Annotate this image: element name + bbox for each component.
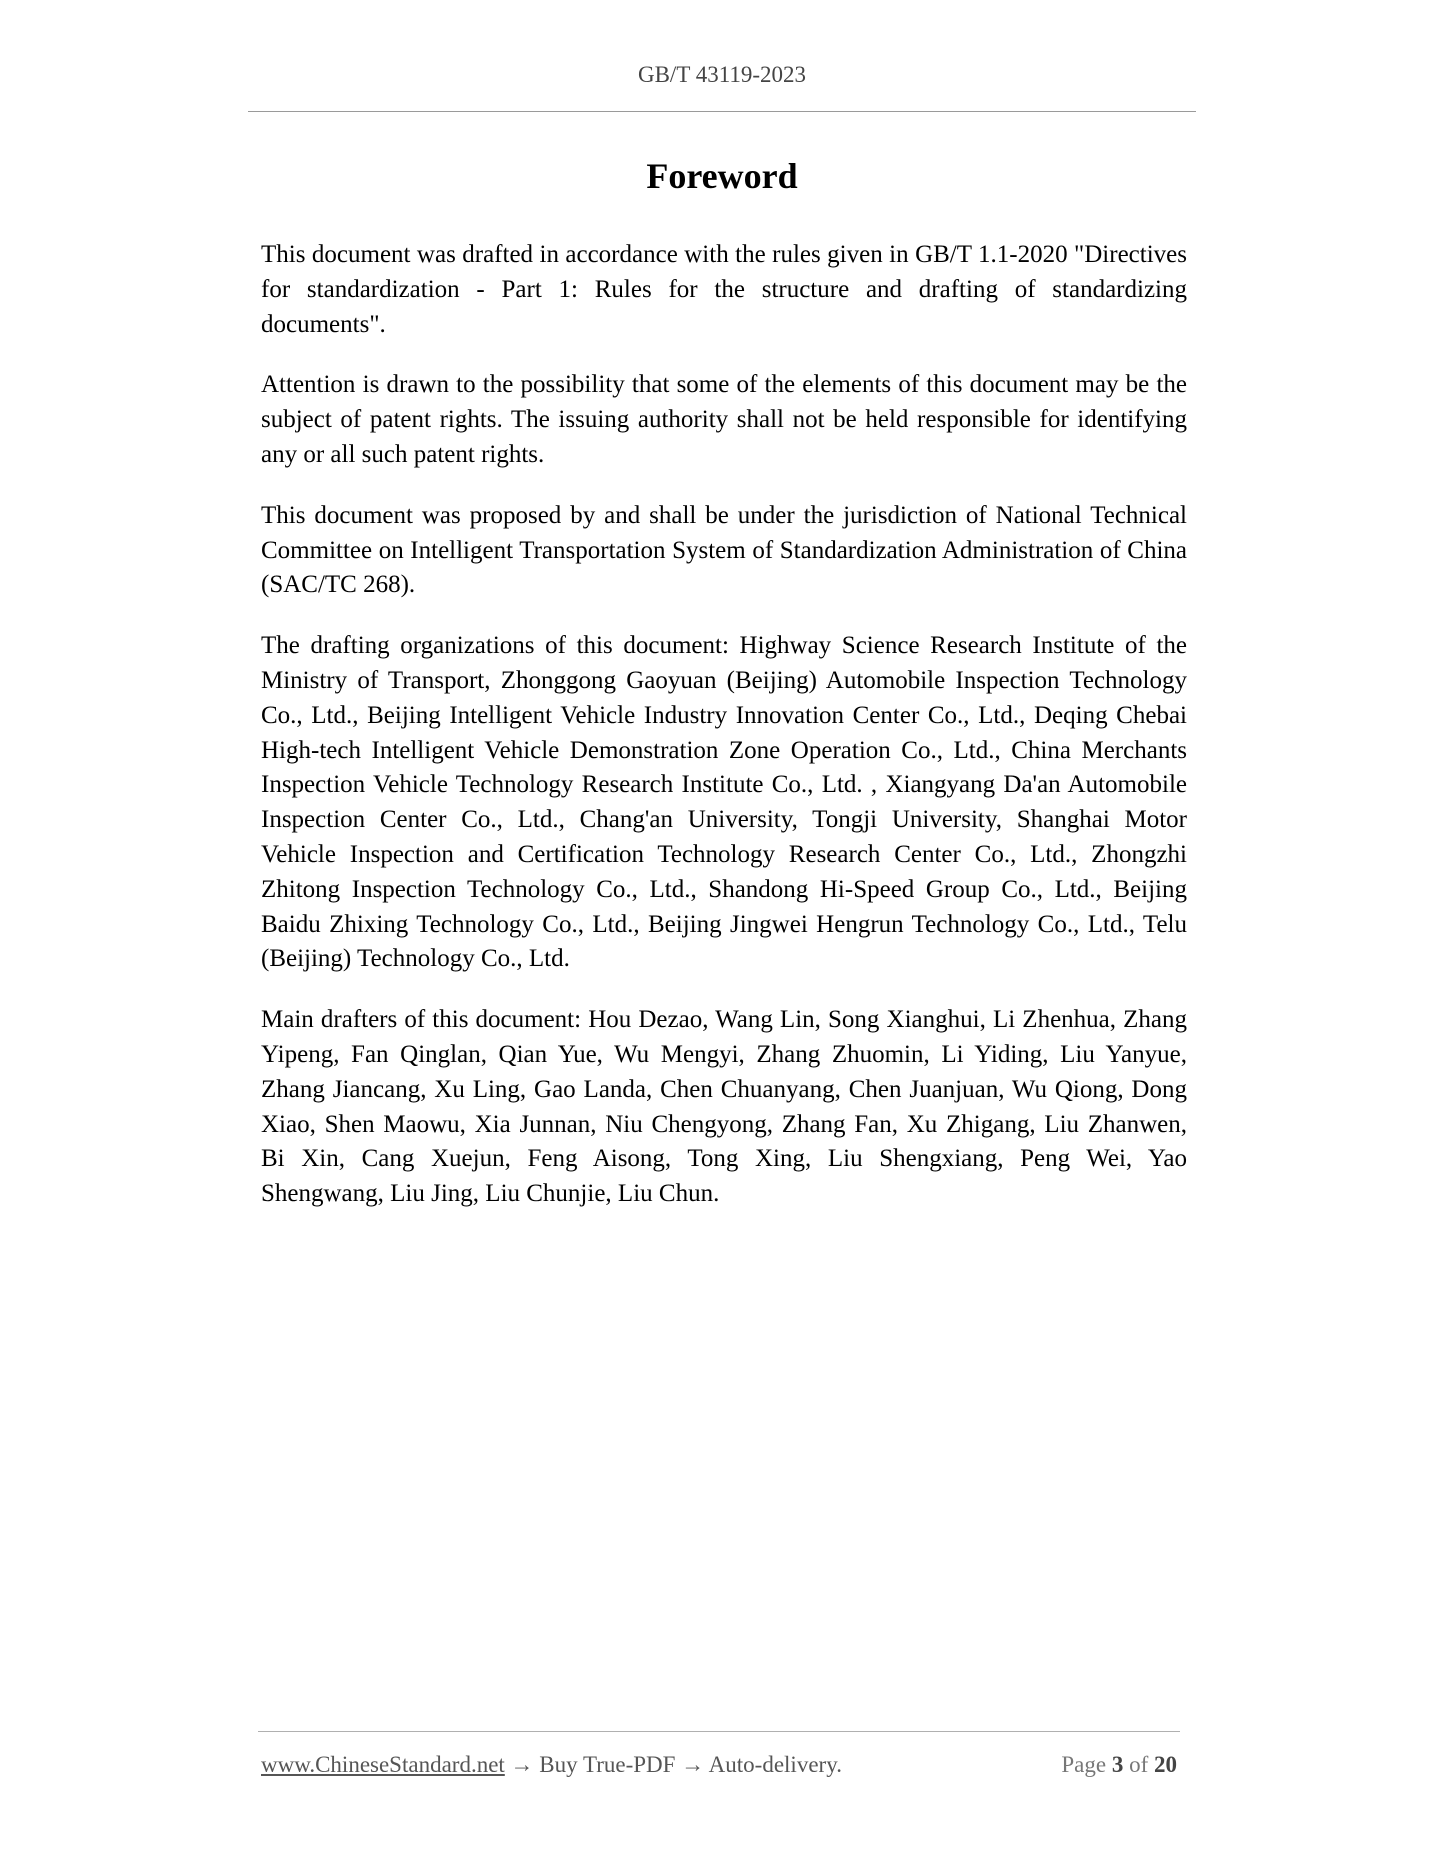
footer-divider	[258, 1731, 1180, 1732]
document-body	[261, 238, 1187, 1238]
header-divider	[248, 111, 1196, 112]
page-title: Foreword	[646, 156, 798, 196]
paragraph-drafting-rules: This document was drafted in accordance with the rules given in GB/T 1.1-2020 "Directives for standardization - Part 1: Rules for the structure and drafting of standardizing documents".	[261, 241, 1187, 338]
paragraph-main-drafters: Main drafters of this document: Hou Dezao, Wang Lin, Song Xianghui, Li Zhenhua, Zhang Yipeng, Fan Qinglan, Qian Yue, Wu Mengyi, Zhang Zhuomin, Li Yiding, Liu Yanyue, Zhang Jiancang, Xu Ling, Gao Landa, Chen Chuanyang, Chen Juanjuan, Wu Qiong, Dong Xiao, Shen Maowu, Xia Junnan, Niu Chengyong, Zhang Fan, Xu Zhigang, Liu Zhanwen, Bi Xin, Cang Xuejun, Feng Aisong, Tong Xing, Liu Shengxiang, Peng Wei, Yao Shengwang, Liu Jing, Liu Chunjie, Liu Chun.	[261, 1006, 1187, 1208]
page-number: 3	[1111, 1752, 1124, 1777]
page-label: Page	[1061, 1752, 1107, 1777]
buy-text: Buy True-PDF	[539, 1752, 676, 1777]
page-header: GB/T 43119-2023	[637, 62, 807, 87]
page-indicator	[1061, 1752, 1177, 1778]
paragraph-jurisdiction: This document was proposed by and shall be under the jurisdiction of National Technical Committee on Intelligent Transportation System of Standardization Administration of China (SAC/TC 268).	[261, 501, 1187, 599]
delivery-text: Auto-delivery.	[708, 1752, 842, 1777]
chinesestandard-link[interactable]: www.ChineseStandard.net	[261, 1752, 505, 1777]
arrow-right-icon: →	[510, 1752, 534, 1777]
of-label: of	[1129, 1752, 1149, 1777]
paragraph-patent-notice: Attention is drawn to the possibility that some of the elements of this document may be the subject of patent rights. The issuing authority shall not be held responsible for identifying any or all such patent rights.	[261, 371, 1187, 468]
page-total: 20	[1154, 1752, 1177, 1777]
paragraph-drafting-organizations: The drafting organizations of this document: Highway Science Research Institute of the Ministry of Transport, Zhonggong Gaoyuan (Beijing) Automobile Inspection Technology Co., Ltd., Beijing Intelligent Vehicle Industry Innovation Center Co., Ltd., Deqing Chebai High-tech Intelligent Vehicle Demonstration Zone Operation Co., Ltd., China Merchants Inspection Vehicle Technology Research Institute Co., Ltd. , Xiangyang Da'an Automobile Inspection Center Co., Ltd., Chang'an University, Tongji University, Shanghai Motor Vehicle Inspection and Certification Technology Research Center Co., Ltd., Zhongzhi Zhitong Inspection Technology Co., Ltd., Shandong Hi-Speed Group Co., Ltd., Beijing Baidu Zhixing Technology Co., Ltd., Beijing Jingwei Hengrun Technology Co., Ltd., Telu (Beijing) Technology Co., Ltd.	[261, 632, 1187, 973]
arrow-right-icon: →	[681, 1752, 705, 1777]
footer-promo	[261, 1752, 842, 1778]
